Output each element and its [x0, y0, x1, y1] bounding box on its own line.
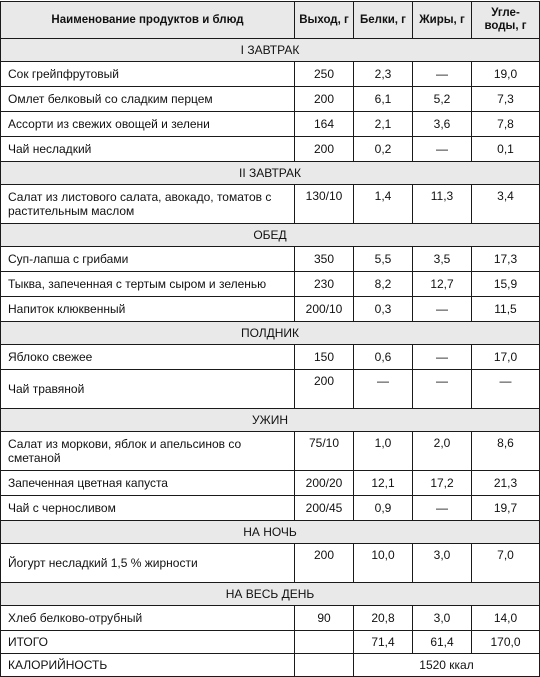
dish-protein: 1,0 [354, 432, 413, 471]
table-row [1, 496, 540, 521]
table-row [1, 112, 540, 137]
section-row [1, 521, 540, 544]
dish-protein: 0,6 [354, 345, 413, 370]
calories-output-empty [295, 654, 354, 677]
dish-name: Запеченная цветная капуста [1, 471, 295, 496]
dish-protein: 2,3 [354, 62, 413, 87]
dish-carbs: 8,6 [472, 432, 540, 471]
section-title: НА НОЧЬ [1, 521, 540, 544]
dish-protein: 20,8 [354, 606, 413, 631]
dish-protein: 10,0 [354, 544, 413, 583]
dish-fat: 12,7 [413, 272, 472, 297]
table-body [1, 39, 540, 631]
dish-fat: — [413, 496, 472, 521]
dish-carbs: 19,7 [472, 496, 540, 521]
table-row [1, 185, 540, 224]
dish-name: Салат из листового салата, авокадо, томатов с растительным маслом [1, 185, 295, 224]
table-row [1, 137, 540, 162]
calories-label: КАЛОРИЙНОСТЬ [1, 654, 295, 677]
total-fat: 61,4 [413, 631, 472, 654]
dish-carbs: 7,8 [472, 112, 540, 137]
section-title: НА ВЕСЬ ДЕНЬ [1, 583, 540, 606]
section-title: I ЗАВТРАК [1, 39, 540, 62]
dish-carbs: 14,0 [472, 606, 540, 631]
dish-carbs: 15,9 [472, 272, 540, 297]
table-header-row [1, 2, 540, 39]
dish-protein: 0,9 [354, 496, 413, 521]
section-title: ОБЕД [1, 224, 540, 247]
total-output [295, 631, 354, 654]
dish-carbs: — [472, 370, 540, 409]
table-row [1, 544, 540, 583]
dish-output: 200 [295, 87, 354, 112]
dish-carbs: 19,0 [472, 62, 540, 87]
dish-fat: 3,0 [413, 544, 472, 583]
total-label: ИТОГО [1, 631, 295, 654]
dish-name: Йогурт несладкий 1,5 % жирности [1, 544, 295, 583]
calories-row [1, 654, 540, 677]
calories-value: 1520 ккал [354, 654, 540, 677]
table-row [1, 370, 540, 409]
table-row [1, 62, 540, 87]
header-name: Наименование продуктов и блюд [1, 2, 295, 39]
table-row [1, 272, 540, 297]
dish-carbs: 7,3 [472, 87, 540, 112]
section-title: ПОЛДНИК [1, 322, 540, 345]
dish-name: Омлет белковый со сладким перцем [1, 87, 295, 112]
dish-carbs: 3,4 [472, 185, 540, 224]
header-carbs: Угле-воды, г [472, 2, 540, 39]
dish-output: 200/45 [295, 496, 354, 521]
dish-output: 200 [295, 370, 354, 409]
table-row [1, 345, 540, 370]
dish-protein: 1,4 [354, 185, 413, 224]
dish-fat: 11,3 [413, 185, 472, 224]
dish-carbs: 17,0 [472, 345, 540, 370]
dish-fat: — [413, 345, 472, 370]
section-row [1, 322, 540, 345]
dish-name: Яблоко свежее [1, 345, 295, 370]
table-row [1, 247, 540, 272]
dish-fat: 5,2 [413, 87, 472, 112]
dish-protein: 5,5 [354, 247, 413, 272]
dish-name: Напиток клюквенный [1, 297, 295, 322]
dish-name: Салат из моркови, яблок и апельсинов со сметаной [1, 432, 295, 471]
dish-fat: 3,5 [413, 247, 472, 272]
dish-output: 350 [295, 247, 354, 272]
dish-carbs: 0,1 [472, 137, 540, 162]
dish-output: 230 [295, 272, 354, 297]
section-row [1, 39, 540, 62]
dish-protein: 0,3 [354, 297, 413, 322]
dish-protein: 2,1 [354, 112, 413, 137]
dish-fat: 3,0 [413, 606, 472, 631]
dish-protein: — [354, 370, 413, 409]
section-row [1, 583, 540, 606]
dish-fat: — [413, 137, 472, 162]
dish-name: Чай несладкий [1, 137, 295, 162]
dish-output: 200/10 [295, 297, 354, 322]
dish-output: 164 [295, 112, 354, 137]
dish-name: Чай с черносливом [1, 496, 295, 521]
dish-name: Тыква, запеченная с тертым сыром и зеленью [1, 272, 295, 297]
table-row [1, 471, 540, 496]
dish-name: Суп-лапша с грибами [1, 247, 295, 272]
dish-name: Сок грейпфрутовый [1, 62, 295, 87]
header-protein: Белки, г [354, 2, 413, 39]
total-row [1, 631, 540, 654]
table-row [1, 606, 540, 631]
dish-output: 200 [295, 137, 354, 162]
total-carbs: 170,0 [472, 631, 540, 654]
section-title: II ЗАВТРАК [1, 162, 540, 185]
section-row [1, 224, 540, 247]
dish-protein: 0,2 [354, 137, 413, 162]
dish-carbs: 11,5 [472, 297, 540, 322]
dish-name: Ассорти из свежих овощей и зелени [1, 112, 295, 137]
diet-menu-table [0, 1, 540, 677]
dish-protein: 8,2 [354, 272, 413, 297]
dish-output: 90 [295, 606, 354, 631]
section-row [1, 409, 540, 432]
dish-fat: 3,6 [413, 112, 472, 137]
table-row [1, 297, 540, 322]
header-fat: Жиры, г [413, 2, 472, 39]
dish-output: 250 [295, 62, 354, 87]
dish-output: 200 [295, 544, 354, 583]
table-row [1, 87, 540, 112]
dish-carbs: 7,0 [472, 544, 540, 583]
dish-output: 75/10 [295, 432, 354, 471]
dish-carbs: 17,3 [472, 247, 540, 272]
total-protein: 71,4 [354, 631, 413, 654]
dish-fat: 2,0 [413, 432, 472, 471]
section-title: УЖИН [1, 409, 540, 432]
dish-protein: 6,1 [354, 87, 413, 112]
dish-fat: — [413, 370, 472, 409]
dish-fat: — [413, 297, 472, 322]
section-row [1, 162, 540, 185]
dish-fat: — [413, 62, 472, 87]
table-row [1, 432, 540, 471]
dish-output: 200/20 [295, 471, 354, 496]
dish-protein: 12,1 [354, 471, 413, 496]
dish-output: 150 [295, 345, 354, 370]
dish-fat: 17,2 [413, 471, 472, 496]
header-output: Выход, г [295, 2, 354, 39]
dish-name: Чай травяной [1, 370, 295, 409]
dish-output: 130/10 [295, 185, 354, 224]
dish-carbs: 21,3 [472, 471, 540, 496]
dish-name: Хлеб белково-отрубный [1, 606, 295, 631]
